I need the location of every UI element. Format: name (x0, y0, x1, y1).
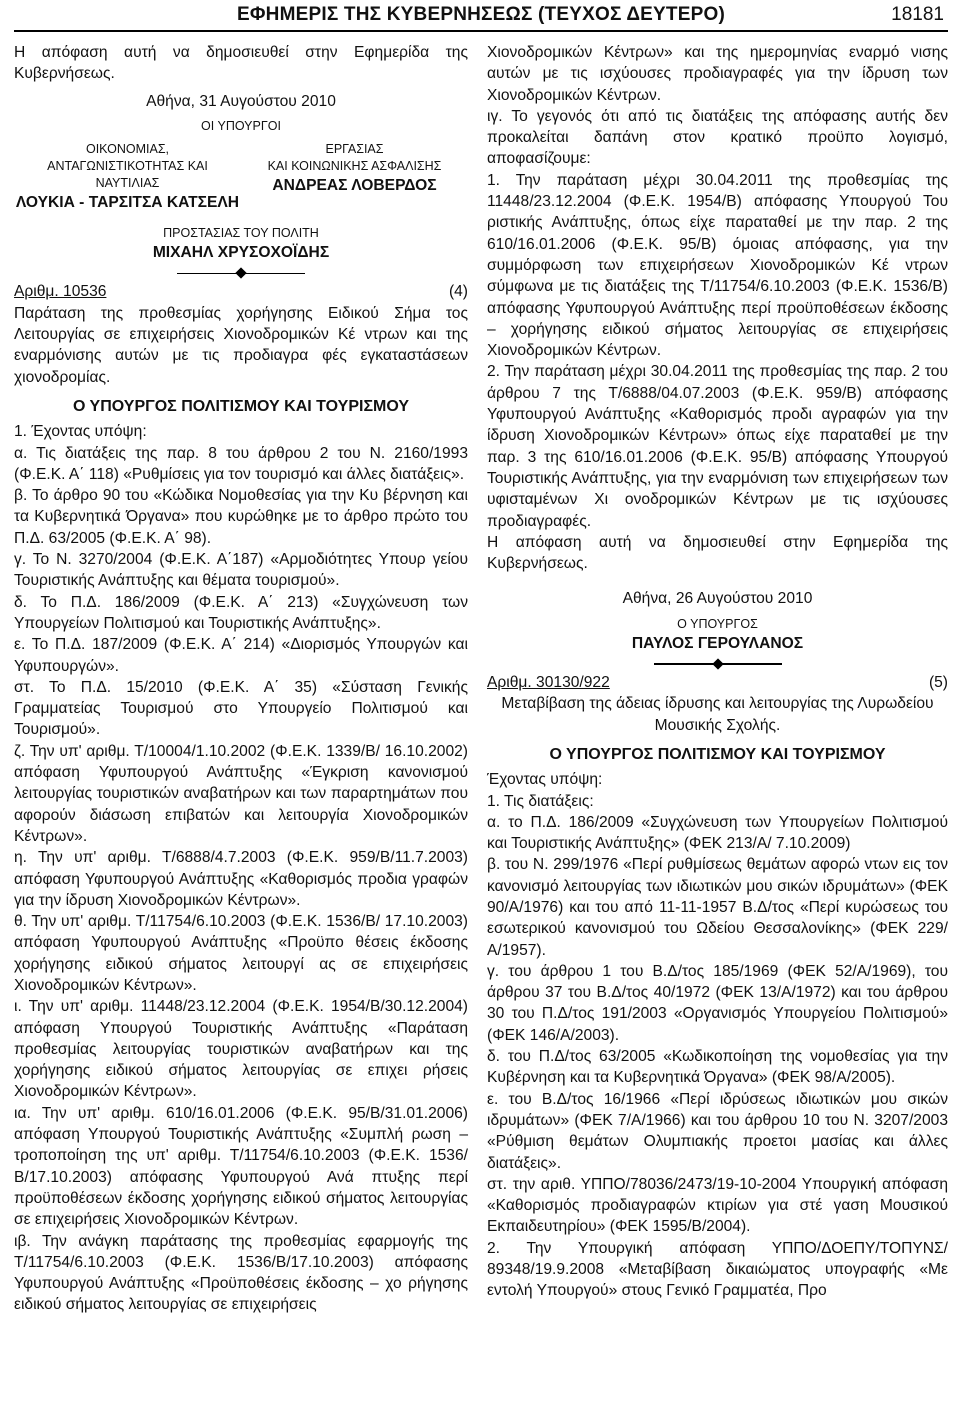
paragraph: 1. Έχοντας υπόψη: (14, 423, 147, 441)
paragraph: Η απόφαση αυτή να δημοσιευθεί στην Εφημερίδα της Κυβερνήσεως. (487, 533, 948, 573)
paragraph: γ. του άρθρου 1 του Β.Δ/τος 185/1969 (ΦΕΚ 52/Α/1969), του άρθρου 37 του Β.Δ/τος 40/1972 (ΦΕΚ 13/Α/1972) και του άρθρου 30 του Π.Δ/τος 191/2003 «Οργανισμός Υπουργείου Πολιτισμού» (ΦΕΚ 146/Α/2003). (487, 962, 948, 1044)
paragraph: α. Τις διατάξεις της παρ. 8 του άρθρου 2 του Ν. 2160/1993 (Φ.Ε.Κ. Α΄ 118) «Ρυθμίσεις για τον τουρισμό και άλλες διατάξεις». (14, 444, 468, 483)
signature-title: ΠΡΟΣΤΑΣΙΑΣ ΤΟΥ ΠΟΛΙΤΗ (163, 226, 319, 241)
decision-index: (5) (928, 674, 948, 692)
paragraph: δ. του Π.Δ/τος 63/2005 «Κωδικοποίηση της νομοθεσίας για την Κυβέρνηση και τα Κυβερνητικά Όργανα» (ΦΕΚ 98/Α/2005). (487, 1048, 948, 1087)
paragraph: ιγ. Το γεγονός ότι από τις διατάξεις της απόφασης αυτής δεν προκαλείται δαπάνη στον κρατικό προϋπο λογισμό, αποφασίζουμε: (487, 107, 948, 168)
minister-heading: Ο ΥΠΟΥΡΓΟΣ ΠΟΛΙΤΙΣΜΟΥ ΚΑΙ ΤΟΥΡΙΣΜΟΥ (549, 745, 886, 763)
signature-1 (14, 141, 241, 213)
paragraph: θ. Την υπ' αριθμ. Τ/11754/6.10.2003 (Φ.Ε.Κ. 1536/Β/ 17.10.2003) απόφαση Υφυπουργού Ανάπτυξης «Προϋπο θέσεις έκδοσης χορήγησης ειδικού σήματος λειτουργί ας σε επιχειρήσεις Χιονοδρομικών Κέντρων». (14, 913, 468, 994)
decision-number-line (487, 672, 948, 693)
signing-date: Αθήνα, 31 Αυγούστου 2010 (146, 92, 336, 110)
paragraph: β. Το άρθρο 90 του «Κώδικα Νομοθεσίας για την Κυ βέρνηση και τα Κυβερνητικά Όργανα» που κυρώθηκε με το άρθρο πρώτο του Π.Δ. 63/2005 (Φ.Ε.Κ. Α΄ 98). (14, 487, 468, 547)
paragraph: 2. Την Υπουργική απόφαση ΥΠΠΟ/ΔΟΕΠΥ/ΤΟΠΥΝΣ/ 89348/19.9.2008 «Μεταβίβαση δικαιώματος υπογραφής «Με εντολή Υπουργού» στους Γενικό Γραμματέα, Προ (487, 1239, 948, 1300)
paragraph: Έχοντας υπόψη: (487, 771, 603, 789)
minister-label: Ο ΥΠΟΥΡΓΟΣ (677, 616, 758, 631)
diamond-icon (235, 268, 246, 279)
signatures (14, 141, 468, 213)
paragraph: 1. Τις διατάξεις: (487, 792, 594, 810)
signature-2 (241, 141, 468, 213)
paragraph: ε. Το Π.Δ. 187/2009 (Φ.Ε.Κ. Α΄ 214) «Διορισμός Υπουργών και Υφυπουργών». (14, 636, 468, 675)
paragraph: στ. Το Π.Δ. 15/2010 (Φ.Ε.Κ. Α΄ 35) «Σύσταση Γενικής Γραμματείας Τουρισμού στο Υπουργείο Πολιτισμού και Τουρισμού». (14, 678, 468, 739)
signature-name: ΛΟΥΚΙΑ - ΤΑΡΣΙΤΣΑ ΚΑΤΣΕΛΗ (15, 193, 240, 211)
intro-paragraph: Η απόφαση αυτή να δημοσιευθεί στην Εφημερίδα της Κυβερνήσεως. (14, 44, 468, 83)
left-column (14, 42, 468, 1316)
right-column (487, 42, 948, 1302)
decision-subject: Μεταβίβαση της άδειας ίδρυσης και λειτουργίας της Λυρωδείου Μουσικής Σχολής. (501, 695, 934, 734)
gazette-title: ΕΦΗΜΕΡΙΣ ΤΗΣ ΚΥΒΕΡΝΗΣΕΩΣ (ΤΕΥΧΟΣ ΔΕΥΤΕΡΟ) (237, 4, 725, 25)
paragraph: δ. Το Π.Δ. 186/2009 (Φ.Ε.Κ. Α΄ 213) «Συγχώνευση των Υπουργείων Πολιτισμού και Τουριστικής Ανάπτυξης». (14, 593, 468, 632)
paragraph: ζ. Την υπ' αριθμ. Τ/10004/1.10.2002 (Φ.Ε.Κ. 1339/Β/ 16.10.2002) απόφαση Υφυπουργού Ανάπτυξης «Έγκριση κανονισμού λειτουργίας τουριστικών αναβατήρων και των παραρτημάτων που αφορούν διάσωση επιβατών και λειτουργία Χιονοδρομικών Κέντρων». (14, 742, 468, 845)
paragraph: ι. Την υπ' αριθμ. 11448/23.12.2004 (Φ.Ε.Κ. 1954/Β/30.12.2004) απόφαση Υπουργού Τουριστικής Ανάπτυξης «Παράταση προθεσμίας λειτουργίας τουριστικών αναβατήρων και της χορήγησης ειδικού σήματος λειτουργίας σε επιχει ρήσεις Χιονοδρομικών Κέντρων». (14, 998, 468, 1101)
signature-title: ΕΡΓΑΣΙΑΣ (325, 141, 384, 156)
decision-number: Αριθμ. 10536 (14, 283, 107, 301)
paragraph: 1. Την παράταση μέχρι 30.04.2011 της προθεσμίας της 11448/23.12.2004 (Φ.Ε.Κ. 1954/Β) απόφασης Υπουργού Του ριστικής Ανάπτυξης, όπως είχε παραταθεί με την παρ. 2 της 610/16.01.2006 (Φ.Ε.Κ. 95/Β) όμοιας απόφασης, για την συμμόρφωση των επιχειρήσεων Χιονοδρομικών Κέ ντρων σύμφωνα με τις διατάξεις της Τ/11754/6.10.2003 (Φ.Ε.Κ. 1536/Β) απόφασης Υφυπουργού Ανάπτυξης περί προϋποθέσεων έκδοσης – χορήγησης ειδικού σήματος λειτουργίας σε επιχειρήσεις Χιονοδρομικών Κέντρων. (487, 171, 948, 360)
signature-title: ΚΑΙ ΚΟΙΝΩΝΙΚΗΣ ΑΣΦΑΛΙΣΗΣ (267, 158, 442, 173)
paragraph: γ. Το Ν. 3270/2004 (Φ.Ε.Κ. Α΄187) «Αρμοδιότητες Υπουρ γείου Τουριστικής Ανάπτυξης και θέματα τουρισμού». (14, 551, 468, 590)
decision-subject: Παράταση της προθεσμίας χορήγησης Ειδικού Σήμα τος Λειτουργίας σε επιχειρήσεις Χιονοδρομικών Κέ ντρων και της εναρμόνισης αυτών με τις προδιαγρα φές εγκαταστάσεων χιονοδρομίας. (14, 304, 468, 386)
ministers-label: ΟΙ ΥΠΟΥΡΓΟΙ (201, 118, 281, 133)
paragraph: ια. Την υπ' αριθμ. 610/16.01.2006 (Φ.Ε.Κ. 95/Β/31.01.2006) απόφαση Υπουργού Τουριστικής Ανάπτυξης «Συμπλή ρωση – τροποποίηση της υπ' αριθμ. Τ/11754/6.10.2003 (Φ.Ε.Κ. 1536/Β/17.10.2003) απόφασης Υφυπουργού Ανά πτυξης περί προϋποθέσεων έκδοσης χορήγησης ειδικού σήματος λειτουργίας σε επιχειρήσεις Χιονοδρομικών Κέντρων. (14, 1104, 468, 1229)
signature-name: ΑΝΔΡΕΑΣ ΛΟΒΕΡΔΟΣ (272, 176, 437, 194)
decision-index: (4) (448, 283, 468, 301)
paragraph: 2. Την παράταση μέχρι 30.04.2011 της προθεσμίας της παρ. 2 του άρθρου 7 της Τ/6888/04.07.2003 (Φ.Ε.Κ. 959/Β) απόφασης Υφυπουργού Ανάπτυξης «Καθορισμός προδι αγραφών για την ίδρυση Χιονοδρομικών Κέντρων» όπως είχε παραταθεί με την παρ. 3 της 610/16.01.2006 (Φ.Ε.Κ. 95/Β) απόφασης Υπουργού Τουριστικής Ανάπτυξης, για την εναρμόνιση των επιχειρήσεων των υφισταμένων Χι ονοδρομικών Κέντρων με τις ισχύουσες προδιαγραφές. (487, 363, 948, 530)
paragraph: ε. του Β.Δ/τος 16/1966 «Περί ιδρύσεως ιδιωτικών μου σικών ιδρυμάτων» (ΦΕΚ 7/Α/1966) και του άρθρου 10 του Ν. 3207/2003 «Ρύθμιση θεμάτων Ολυμπιακής προετοι μασίας και άλλες διατάξεις». (487, 1090, 948, 1172)
section-divider (487, 660, 948, 668)
signature-title: ΟΙΚΟΝΟΜΙΑΣ, (85, 141, 170, 156)
paragraph: ιβ. Την ανάγκη παράτασης της προθεσμίας εφαρμογής της Τ/11754/6.10.2003 (Φ.Ε.Κ. 1536/Β/17.10.2003) απόφασης Υφυπουργού Ανάπτυξης «Προϋποθέσεις έκδοσης – χο ρήγησης ειδικού σήματος λειτουργίας σε επιχειρήσεις (14, 1232, 468, 1314)
paragraph: Χιονοδρομικών Κέντρων» και της ημερομηνίας εναρμό νισης αυτών με τις ισχύουσες προδιαγραφές για την ίδρυση των Χιονοδρομικών Κέντρων. (487, 44, 948, 104)
paragraph: α. το Π.Δ. 186/2009 «Συγχώνευση των Υπουργείων Πολιτισμού και Τουριστικής Ανάπτυξης» (ΦΕΚ 213/Α/ 7.10.2009) (487, 813, 948, 853)
signature-title: ΑΝΤΑΓΩΝΙΣΤΙΚΟΤΗΤΑΣ ΚΑΙ ΝΑΥΤΙΛΙΑΣ (47, 158, 208, 190)
section-divider (14, 269, 468, 277)
minister-heading: Ο ΥΠΟΥΡΓΟΣ ΠΟΛΙΤΙΣΜΟΥ ΚΑΙ ΤΟΥΡΙΣΜΟΥ (72, 397, 410, 415)
paragraph: η. Την υπ' αριθμ. Τ/6888/4.7.2003 (Φ.Ε.Κ. 959/Β/11.7.2003) απόφαση Υφυπουργού Ανάπτυξης «Καθορισμός προδια γραφών για την ίδρυση Χιονοδρομικών Κέντρων». (14, 849, 468, 909)
signature-name: ΜΙΧΑΗΛ ΧΡΥΣΟΧΟΪΔΗΣ (152, 244, 330, 262)
diamond-icon (712, 658, 723, 669)
decision-number: Αριθμ. 30130/922 (487, 674, 610, 692)
signature-name: ΠΑΥΛΟΣ ΓΕΡΟΥΛΑΝΟΣ (631, 634, 804, 652)
page-header (14, 0, 948, 32)
paragraph: β. του Ν. 299/1976 «Περί ρυθμίσεως θεμάτων αφορώ ντων εις τον κανονισμό λειτουργίας των ιδιωτικών μου σικών ιδρυμάτων» (ΦΕΚ 90/Α/1976) και του από 11-11-1957 Β.Δ/τος «Περί κυρώσεως του εσωτερικού κανονισμού του Ωδείου Θεσσαλονίκης» (ΦΕΚ 229/Α/1957). (487, 856, 948, 959)
page-number: 18181 (891, 4, 944, 25)
paragraph: στ. την αριθ. ΥΠΠΟ/78036/2473/19-10-2004 Υπουργική απόφαση «Καθορισμός προδιαγραφών κτιρίων για στέ γαση Μουσικού Εκπαιδευτηρίου» (ΦΕΚ 1595/Β/2004). (487, 1175, 948, 1236)
signing-date: Αθήνα, 26 Αυγούστου 2010 (622, 590, 813, 608)
decision-number-line (14, 281, 468, 302)
